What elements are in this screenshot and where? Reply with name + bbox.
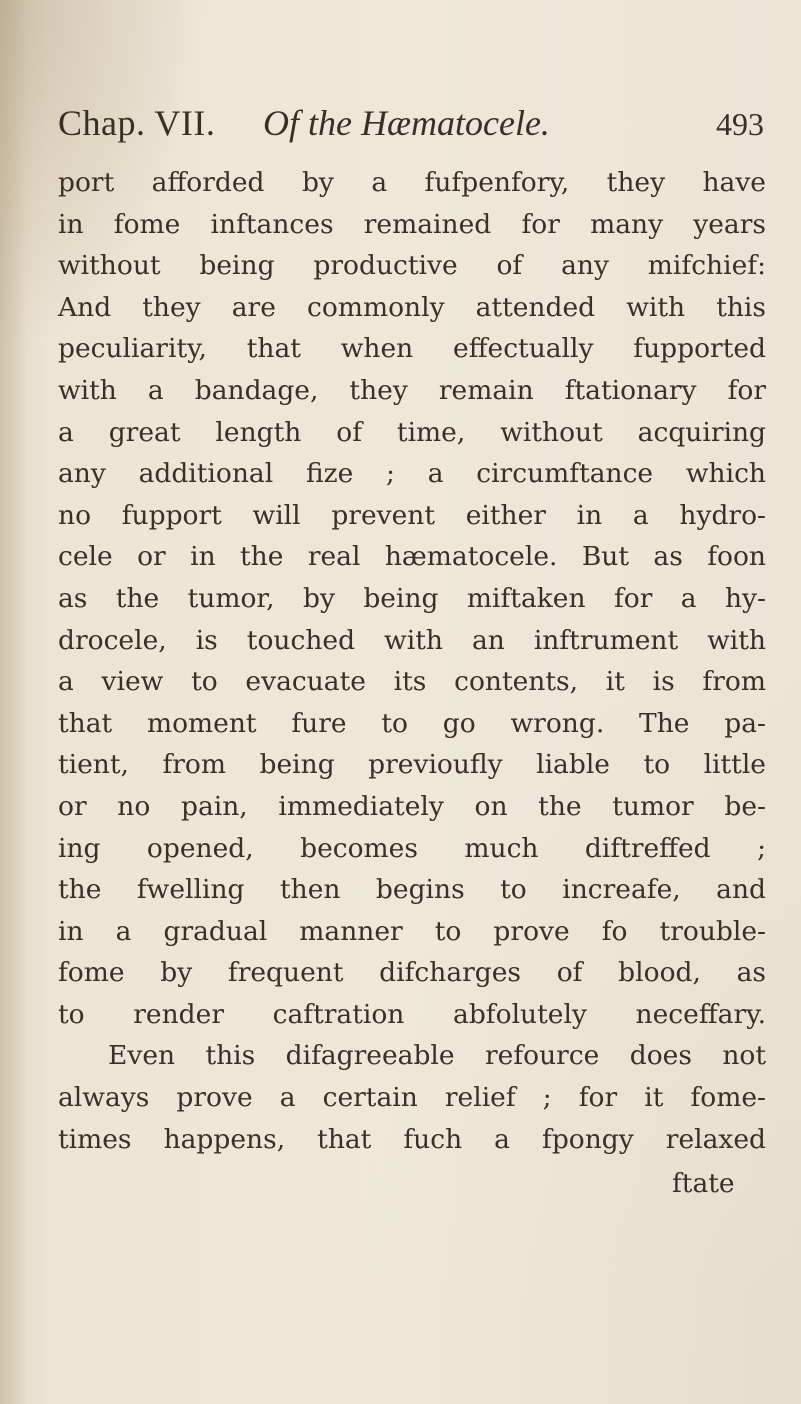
text-line: with a bandage, they remain ftationary for <box>58 374 766 406</box>
text-line: in a gradual manner to prove fo trouble- <box>58 915 766 947</box>
text-line: as the tumor, by being miftaken for a hy- <box>58 582 766 614</box>
text-line: tient, from being previoufly liable to little <box>58 749 766 781</box>
chapter-label: Chap. VII. <box>58 103 216 143</box>
text-line: cele or in the real hæmatocele. But as foon <box>58 541 766 573</box>
running-head <box>58 102 764 146</box>
text-line: a great length of time, without acquiring <box>58 416 766 448</box>
text-line: without being productive of any mifchief: <box>58 250 766 282</box>
text-line: a view to evacuate its contents, it is from <box>58 666 766 698</box>
text-line: Even this difagreeable refource does not <box>108 1040 766 1072</box>
text-line: ing opened, becomes much diftreffed ; <box>58 832 766 864</box>
text-line: drocele, is touched with an inftrument with <box>58 624 766 656</box>
text-line: times happens, that fuch a fpongy relaxed <box>58 1123 766 1155</box>
text-line: or no pain, immediately on the tumor be- <box>58 790 766 822</box>
page-number: 493 <box>716 106 764 142</box>
text-line: in fome inftances remained for many years <box>58 208 766 240</box>
text-line: to render caftration abfolutely neceffary. <box>58 998 766 1030</box>
text-line: that moment fure to go wrong. The pa- <box>58 707 766 739</box>
text-line: peculiarity, that when effectually fupported <box>58 333 766 365</box>
text-line: any additional fize ; a circumftance which <box>58 458 766 490</box>
gutter-shadow <box>0 0 28 1404</box>
text-line: port afforded by a fufpenfory, they have <box>58 167 766 198</box>
chapter-title: Of the Hæmatocele. <box>263 103 550 143</box>
text-line: the fwelling then begins to increafe, and <box>58 874 766 906</box>
text-line: And they are commonly attended with this <box>58 291 766 323</box>
text-line: always prove a certain relief ; for it fome- <box>58 1082 766 1114</box>
body-text <box>58 162 766 1160</box>
text-line: fome by frequent difcharges of blood, as <box>58 957 766 989</box>
catchword: ftate <box>672 1168 735 1199</box>
text-line: no fupport will prevent either in a hydro- <box>58 499 766 531</box>
